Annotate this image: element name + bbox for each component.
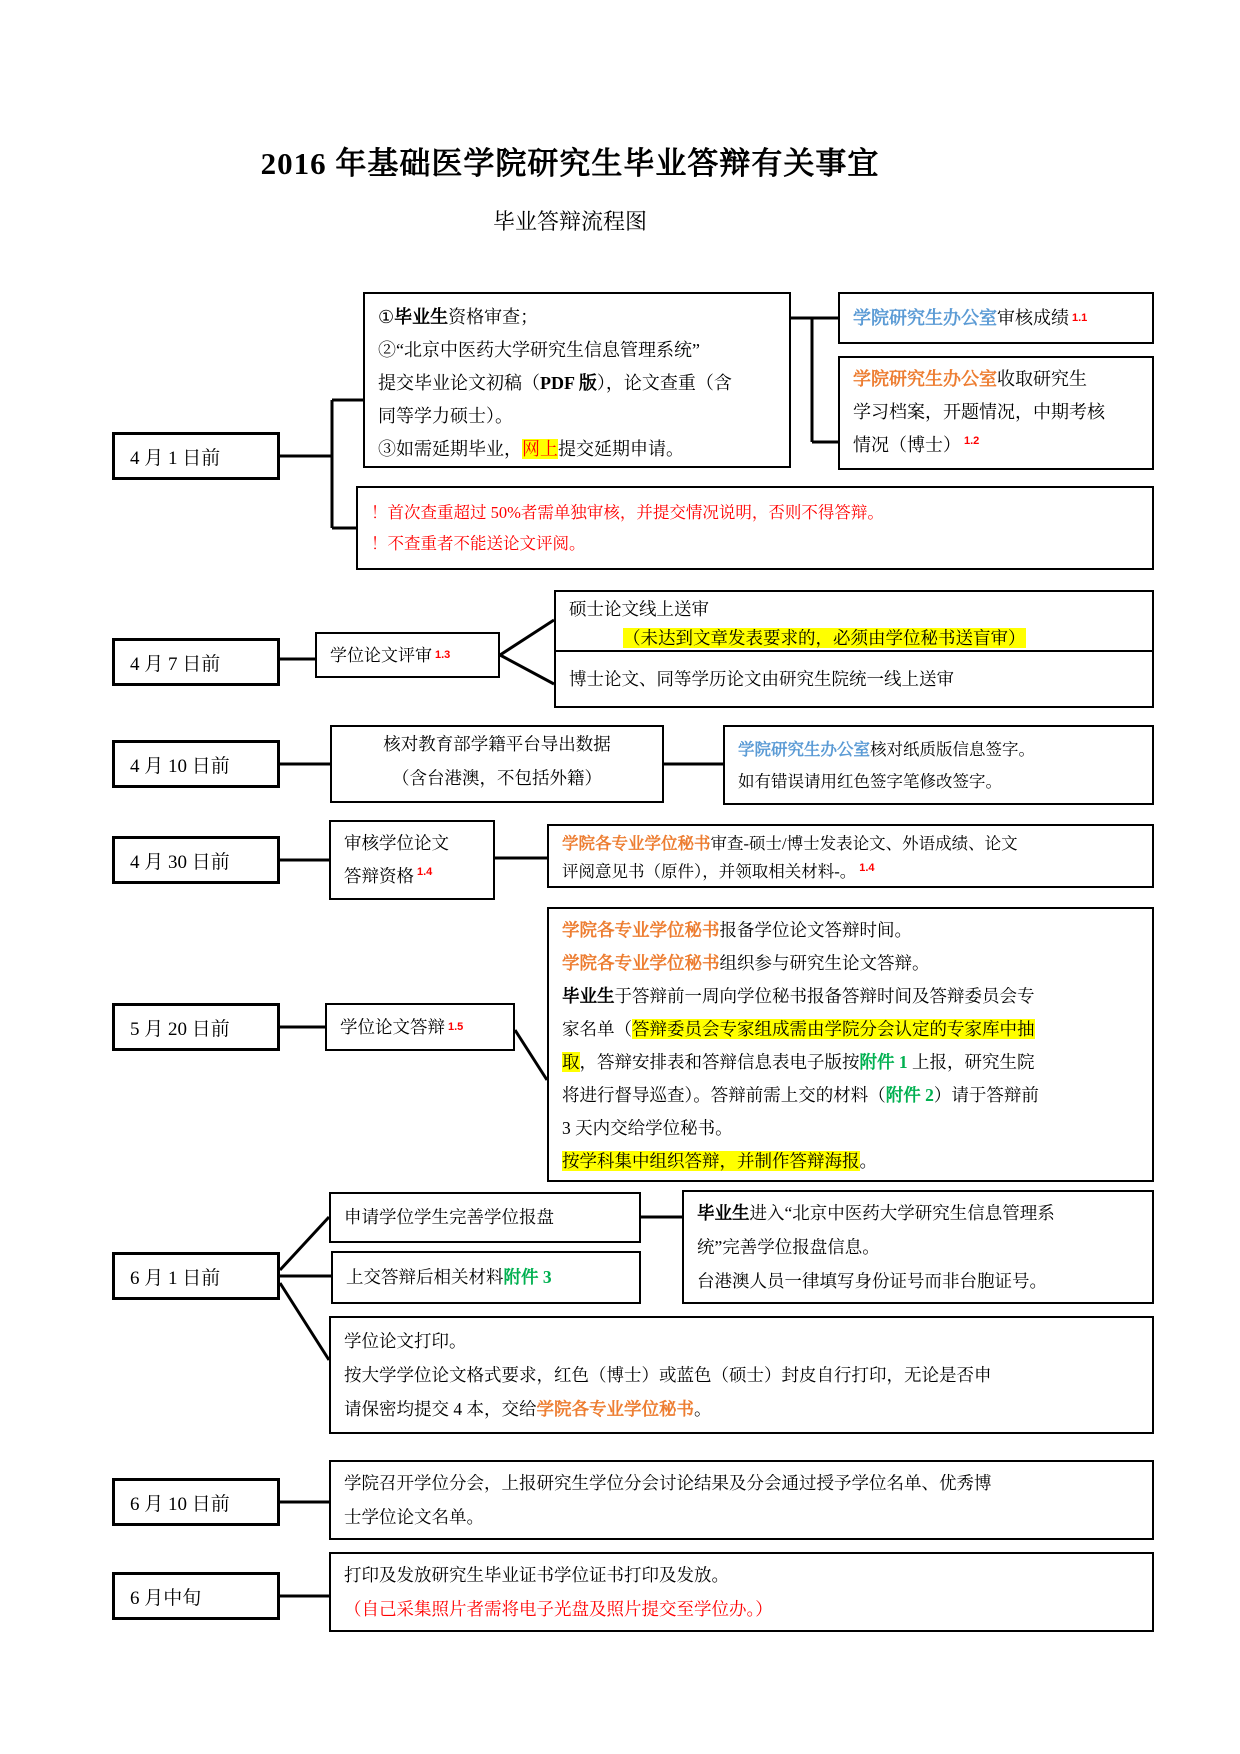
office-scores-box: 学院研究生办公室 审核成绩 1.1 — [838, 292, 1154, 344]
text-segment: （自己采集照片者需将电子光盘及照片提交至学位办。） — [344, 1599, 773, 1619]
secretary-review-box — [547, 824, 1154, 888]
text-line — [562, 947, 1139, 980]
text-line — [344, 1358, 1139, 1392]
text-line — [344, 1392, 1139, 1426]
text-line — [853, 396, 1139, 429]
text-segment: 学院各专业学位秘书 — [536, 1399, 694, 1419]
text-line — [697, 1196, 1139, 1230]
text-segment: ）请于答辩前 — [933, 1085, 1039, 1105]
text-segment: 学院各专业学位秘书 — [562, 834, 711, 853]
text-segment: 答辩资格 — [344, 866, 414, 886]
text-line — [562, 1046, 1139, 1079]
text-segment: 毕业生 — [394, 307, 449, 327]
text-segment: 学院各专业学位秘书 — [562, 953, 720, 973]
connector-review-branch — [500, 620, 554, 684]
text-segment: 学院研究生办公室 — [853, 369, 997, 389]
text-segment: 提交延期申请。 — [558, 439, 684, 459]
text-line — [344, 827, 480, 860]
text-segment: ！首次查重超过 50%者需单独审核，并提交情况说明，否则不得答辩。 — [371, 503, 884, 522]
text-segment: 1.4 — [859, 861, 875, 874]
text-segment: 学位论文答辩 — [340, 1016, 445, 1037]
text-segment: 情况（博士） — [853, 435, 961, 455]
text-line — [378, 334, 776, 367]
text-segment: 网上 — [522, 439, 558, 459]
text-segment: 。 — [694, 1399, 712, 1419]
text-line — [562, 980, 1139, 1013]
text-segment: 于答辩前一周向学位秘书报备答辩时间及答辩委员会专 — [614, 986, 1035, 1006]
date-june1: 6 月 1 日前 — [112, 1252, 280, 1300]
text-segment: 附件 2 — [885, 1085, 934, 1105]
text-line — [344, 1466, 1139, 1500]
date-june-mid: 6 月中旬 — [112, 1572, 280, 1620]
text-segment: 同等学力硕士）。 — [378, 406, 513, 426]
text-line — [697, 1264, 1139, 1298]
certificates-box — [329, 1552, 1154, 1632]
date-april1: 4 月 1 日前 — [112, 432, 280, 480]
text-segment: 资格审查； — [448, 307, 539, 327]
text-line — [853, 363, 1139, 396]
text-segment: 学院研究生办公室 — [738, 740, 870, 759]
text-segment: 毕业生 — [697, 1203, 750, 1223]
text-segment: 取 — [562, 1052, 580, 1072]
text-segment: 核对纸质版信息签字。 — [870, 740, 1035, 759]
text-segment: 审查-硕士/博士发表论文、外语成绩、论文 — [710, 834, 1018, 853]
page-subtitle: 毕业答辩流程图 — [492, 209, 647, 234]
text-segment: ，答辩安排表和答辩信息表电子版按 — [579, 1052, 860, 1072]
text-segment: 审核成绩 — [997, 307, 1069, 328]
text-segment: 士学位论文名单。 — [344, 1507, 484, 1527]
text-segment: 如有错误请用红色签字笔修改签字。 — [738, 772, 1002, 791]
text-line — [371, 497, 1139, 528]
connector-june1 — [280, 1217, 331, 1360]
text-segment: （含台港澳，不包括外籍） — [392, 768, 602, 788]
text-line — [562, 1013, 1139, 1046]
text-line — [345, 761, 649, 795]
text-line — [738, 766, 1139, 798]
text-segment: 请保密均提交 4 本，交给 — [344, 1399, 537, 1419]
text-segment: 。 — [859, 1151, 877, 1171]
text-line — [697, 1230, 1139, 1264]
text-line — [344, 860, 480, 893]
text-segment: 学位论文评审 — [330, 645, 432, 665]
text-segment: 毕业生 — [562, 986, 615, 1006]
date-april10: 4 月 10 日前 — [112, 740, 280, 788]
qualification-box — [363, 292, 791, 468]
text-segment: 收取研究生 — [997, 369, 1087, 389]
text-segment: 答辩委员会专家组成需由学院分会认定的专家库中抽 — [632, 1019, 1035, 1039]
text-segment: 审核学位论文 — [344, 833, 449, 853]
text-line — [738, 734, 1139, 766]
office-archives-box — [838, 356, 1154, 470]
text-segment: 博士论文、同等学历论文由研究生院统一线上送审 — [569, 669, 954, 689]
text-segment: 评阅意见书（原件），并领取相关材料-。 — [562, 862, 857, 881]
text-segment: 按大学学位论文格式要求，红色（博士）或蓝色（硕士）封皮自行打印，无论是否申 — [344, 1365, 992, 1385]
phd-review-cell — [556, 650, 1152, 707]
text-line — [853, 429, 1139, 462]
text-line — [562, 858, 1139, 886]
page-title: 2016 年基础医学院研究生毕业答辩有关事宜 — [260, 146, 880, 181]
text-line — [344, 1500, 1139, 1534]
roster-check-box — [330, 725, 664, 803]
text-segment: 打印及发放研究生毕业证书学位证书打印及发放。 — [344, 1565, 729, 1585]
text-segment: ③如需延期毕业， — [378, 439, 522, 459]
text-segment: 提交毕业论文初稿（ — [378, 373, 540, 393]
duplicate-warning-box — [356, 486, 1154, 570]
text-segment: 组织参与研究生论文答辩。 — [719, 953, 930, 973]
text-segment: 家名单（ — [562, 1019, 632, 1039]
degree-report-box — [329, 1192, 641, 1243]
roster-sign-box — [723, 725, 1154, 805]
text-line — [345, 727, 649, 761]
text-line — [344, 1324, 1139, 1358]
post-defense-materials-box — [331, 1251, 641, 1304]
text-segment: 上交答辩后相关材料 — [346, 1267, 504, 1287]
text-line — [344, 1592, 1139, 1626]
text-segment: ②“北京中医药大学研究生信息管理系统” — [378, 340, 700, 360]
text-segment: 上报，研究生院 — [907, 1052, 1035, 1072]
text-segment: 台港澳人员一律填写身份证号而非台胞证号。 — [697, 1271, 1047, 1291]
connector-april1 — [280, 400, 363, 528]
defense-details-box — [547, 907, 1154, 1182]
text-line — [378, 367, 776, 400]
text-line — [562, 1145, 1139, 1178]
text-segment: 1.2 — [964, 435, 980, 447]
date-june10: 6 月 10 日前 — [112, 1478, 280, 1526]
date-april30: 4 月 30 日前 — [112, 836, 280, 884]
text-line — [378, 433, 776, 466]
text-segment: 学院召开学位分会，上报研究生学位分会讨论结果及分会通过授予学位名单、优秀博 — [344, 1473, 992, 1493]
text-segment: ① — [378, 307, 395, 327]
text-line — [371, 528, 1139, 559]
degree-report-details-box — [682, 1190, 1154, 1304]
text-segment: 将进行督导巡查）。答辩前需上交的材料（ — [562, 1085, 886, 1105]
text-segment: 报备学位论文答辩时间。 — [719, 920, 912, 940]
text-segment: （未达到文章发表要求的，必须由学位秘书送盲审） — [623, 628, 1026, 648]
thesis-defense-box: 学位论文答辩 1.5 — [325, 1003, 515, 1051]
text-segment: 核对教育部学籍平台导出数据 — [383, 734, 611, 754]
text-line — [378, 301, 776, 334]
text-segment: ！不查重者不能送论文评阅。 — [371, 534, 586, 553]
master-review-cell — [556, 592, 1152, 650]
text-line — [569, 595, 1139, 624]
text-segment: ），论文查重（含 — [596, 373, 732, 393]
date-april7: 4 月 7 日前 — [112, 638, 280, 686]
thesis-print-box — [329, 1316, 1154, 1434]
thesis-review-box: 学位论文评审 1.3 — [315, 632, 500, 678]
text-segment: 申请学位学生完善学位报盘 — [344, 1207, 554, 1227]
text-segment: 学院研究生办公室 — [853, 307, 997, 328]
text-segment: 3 天内交给学位秘书。 — [562, 1118, 733, 1138]
text-line — [562, 830, 1139, 858]
connector-step1-offices — [791, 318, 838, 442]
text-line — [378, 400, 776, 433]
text-segment: 统”完善学位报盘信息。 — [697, 1237, 880, 1257]
defense-qualification-box — [329, 820, 495, 900]
text-segment: 学位论文打印。 — [344, 1331, 467, 1351]
degree-committee-box — [329, 1460, 1154, 1540]
text-segment: 学习档案，开题情况，中期考核 — [853, 402, 1105, 422]
text-segment: PDF 版 — [540, 373, 597, 393]
date-may20: 5 月 20 日前 — [112, 1003, 280, 1051]
text-segment: 按学科集中组织答辩，并制作答辩海报 — [562, 1151, 860, 1171]
text-line — [569, 624, 1139, 653]
text-segment: 附件 3 — [503, 1267, 552, 1287]
text-segment: 进入“北京中医药大学研究生信息管理系 — [749, 1203, 1055, 1223]
text-line — [562, 1112, 1139, 1145]
text-segment: 学院各专业学位秘书 — [562, 920, 720, 940]
text-segment: 硕士论文线上送审 — [569, 599, 709, 619]
text-segment: 附件 1 — [859, 1052, 908, 1072]
text-line — [562, 914, 1139, 947]
text-line — [562, 1079, 1139, 1112]
text-line — [344, 1558, 1139, 1592]
text-segment: 1.4 — [417, 866, 433, 879]
